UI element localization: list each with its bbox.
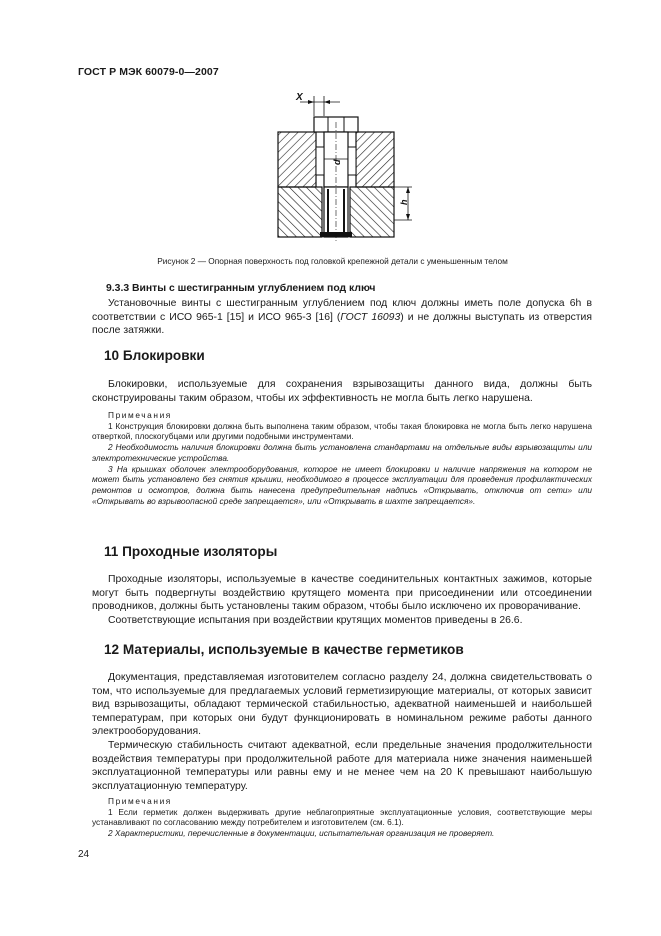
label-d: d bbox=[332, 159, 342, 165]
lower-plate-left bbox=[278, 187, 322, 237]
section-12-notes bbox=[92, 796, 592, 839]
lower-plate-right bbox=[350, 187, 394, 237]
section-10-text: Блокировки, используемые для сохранения взрывозащиты данного вида, должны быть сконструированы таким образом, чтобы их эффективность не могла быть легко нарушена. bbox=[92, 379, 592, 404]
document-header: ГОСТ Р МЭК 60079-0—2007 bbox=[78, 66, 219, 78]
note-1: 1 Конструкция блокировки должна быть выполнена таким образом, чтобы такая блокировка не могла быть легко нарушена отверткой, плоскогубцами или другими подобными инструментами. bbox=[92, 420, 592, 442]
notes-label: Примечания bbox=[108, 796, 172, 806]
note-3: 3 На крышках оболочек электрооборудования, которое не имеет блокировки и наличие напряжения на котором не может быть установлено без снятия крышки, необходимого в процессе эксплуатации для проведения профилактических ремонтов и осмотров, должна быть нанесена предупредительная надпись «Открывать, отключив от сети» или «Открывать во взрывоопасной среде запрещается», или «Открывать в шахте запрещается». bbox=[92, 463, 592, 506]
upper-plate-right bbox=[356, 132, 394, 187]
section-11-title: 11 Проходные изоляторы bbox=[104, 544, 278, 559]
note-2: 2 Необходимость наличия блокировки должна быть установлена стандартами на отдельные виды взрывозащиты или электротехнические устройства. bbox=[92, 442, 592, 463]
notes-label: Примечания bbox=[108, 410, 172, 420]
note-2: 2 Характеристики, перечисленные в документации, испытательная организация не проверяет. bbox=[108, 828, 495, 839]
figure-2 bbox=[270, 92, 420, 252]
section-10-notes bbox=[92, 410, 592, 506]
figure-caption: Рисунок 2 — Опорная поверхность под головкой крепежной детали с уменьшенным телом bbox=[157, 256, 508, 266]
section-12-title: 12 Материалы, используемые в качестве герметиков bbox=[104, 642, 464, 657]
upper-plate-left bbox=[278, 132, 316, 187]
note-1: 1 Если герметик должен выдерживать другие неблагоприятные эксплуатационные условия, соответствующие меры устанавливают по согласованию между потребителем и изготовителем (см. 6.1). bbox=[92, 806, 592, 828]
section-933-text: Установочные винты с шестигранным углублением под ключ должны иметь поле допуска 6h в соответствии с ИСО 965-1 [15] и ИСО 965-3 [16] (ГОСТ 16093) и не должны выступать из отверстия после затяжки. bbox=[92, 298, 592, 337]
page-number: 24 bbox=[78, 849, 90, 860]
section-10-title: 10 Блокировки bbox=[104, 348, 205, 363]
section-11-text: Проходные изоляторы, используемые в качестве соединительных контактных зажимов, которые могут быть подвергнуты воздействию крутящего момента при присоединении или отсоединении проводников, должны быть установлены таким образом, чтобы было исключено их проворачивание. Соответствующие испытания при воздействии крутящих моментов приведены в 26.6. bbox=[92, 574, 592, 626]
section-12-text: Документация, представляемая изготовителем согласно разделу 24, должна свидетельствовать о том, что используемые для предлагаемых условий герметизирующие материалы, от которых зависит вид взрывозащиты, обладают термической стабильностью, адекватной наименьшей и наибольшей температурам, при которых они будут функционировать в номинальном режиме работы данного электрооборудования. Термическую стабильность считают адекватной, если предельные значения продолжительности воздействия температуры при продолжительной работе для материала ниже значения наименьшей эксплуатационной температуры или равны ему и не менее чем на 20 К превышают наибольшую эксплуатационную температуру. bbox=[92, 672, 592, 792]
label-h: h bbox=[399, 199, 409, 205]
label-x: X bbox=[296, 92, 303, 103]
standard-reference: ГОСТ 16093 bbox=[340, 311, 401, 323]
screw-drawing bbox=[270, 92, 420, 247]
subsection-title: 9.3.3 Винты с шестигранным углублением под ключ bbox=[106, 283, 376, 294]
